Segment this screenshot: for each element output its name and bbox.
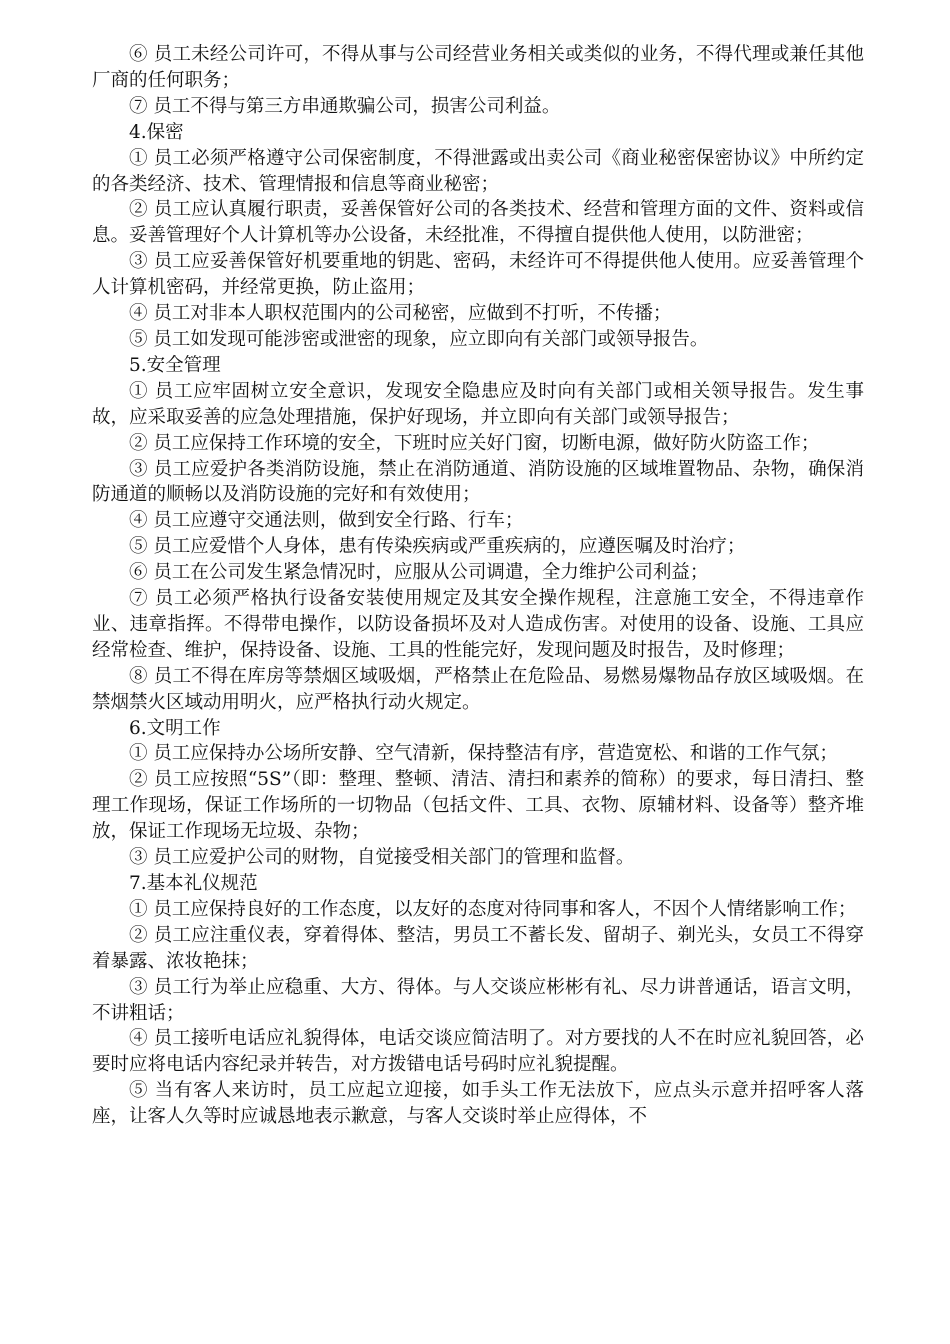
paragraph: ⑤ 员工应爱惜个人身体，患有传染疾病或严重疾病的，应遵医嘱及时治疗； [129, 536, 746, 558]
paragraph: ⑥ 员工未经公司许可，不得从事与公司经营业务相关或类似的业务，不得代理或兼任其他厂商的任何职务； [92, 44, 864, 91]
paragraph: ② 员工应认真履行职责，妥善保管好公司的各类技术、经营和管理方面的文件、资料或信息。妥善管理好个人计算机等办公设备，未经批准，不得擅自提供他人使用，以防泄密； [92, 199, 864, 247]
paragraph: ⑤ 员工如发现可能涉密或泄密的现象，应立即向有关部门或领导报告。 [129, 328, 709, 350]
section-heading: 7.基本礼仪规范 [129, 873, 258, 894]
paragraph: ① 员工应保持办公场所安静、空气清新，保持整洁有序，营造宽松、和谐的工作气氛； [129, 743, 838, 765]
paragraph: ② 员工应保持工作环境的安全，下班时应关好门窗，切断电源，做好防火防盗工作； [129, 432, 820, 454]
paragraph: ① 员工应保持良好的工作态度，以友好的态度对待同事和客人，不因个人情绪影响工作； [129, 898, 857, 920]
paragraph: ⑧ 员工不得在库房等禁烟区域吸烟，严格禁止在危险品、易燃易爆物品存放区域吸烟。在禁烟禁火区域动用明火，应严格执行动火规定。 [92, 665, 864, 713]
paragraph: ③ 员工应爱护各类消防设施，禁止在消防通道、消防设施的区域堆置物品、杂物，确保消防通道的顺畅以及消防设施的完好和有效使用； [92, 458, 864, 506]
paragraph: ⑥ 员工在公司发生紧急情况时，应服从公司调遣，全力维护公司利益； [129, 562, 709, 584]
paragraph: ② 员工应注重仪表，穿着得体、整洁，男员工不蓄长发、留胡子、剃光头，女员工不得穿着暴露、浓妆艳抹； [92, 924, 864, 972]
paragraph: ④ 员工对非本人职权范围内的公司秘密，应做到不打听，不传播； [129, 303, 672, 325]
section-heading: 6.文明工作 [129, 717, 221, 739]
paragraph: ① 员工应牢固树立安全意识，发现安全隐患应及时向有关部门或相关领导报告。发生事故，应采取妥善的应急处理措施，保护好现场，并立即向有关部门或领导报告； [92, 380, 864, 428]
document-page [92, 42, 864, 1130]
paragraph: ③ 员工行为举止应稳重、大方、得体。与人交谈应彬彬有礼、尽力讲普通话，语言文明，不讲粗话； [92, 976, 864, 1024]
paragraph: ④ 员工应遵守交通法则，做到安全行路、行车； [129, 510, 524, 532]
paragraph: ④ 员工接听电话应礼貌得体，电话交谈应简洁明了。对方要找的人不在时应礼貌回答，必要时应将电话内容纪录并转告，对方拨错电话号码时应礼貌提醒。 [92, 1028, 864, 1076]
paragraph: ⑤ 当有客人来访时，员工应起立迎接，如手头工作无法放下，应点头示意并招呼客人落座，让客人久等时应诚恳地表示歉意，与客人交谈时举止应得体，不 [92, 1080, 864, 1128]
paragraph: ⑦ 员工不得与第三方串通欺骗公司，损害公司利益。 [129, 95, 561, 117]
paragraph: ⑦ 员工必须严格执行设备安装使用规定及其安全操作规程，注意施工安全，不得违章作业、违章指挥。不得带电操作，以防设备损坏及对人造成伤害。对使用的设备、设施、工具应经常检查、维护，保持设备、设施、工具的性能完好，发现问题及时报告，及时修理； [92, 588, 864, 661]
section-heading: 5.安全管理 [129, 354, 221, 376]
section-heading: 4.保密 [129, 121, 184, 143]
paragraph: ③ 员工应爱护公司的财物，自觉接受相关部门的管理和监督。 [129, 847, 635, 869]
paragraph: ③ 员工应妥善保管好机要重地的钥匙、密码，未经许可不得提供他人使用。应妥善管理个人计算机密码，并经常更换，防止盗用； [92, 251, 864, 299]
paragraph: ① 员工必须严格遵守公司保密制度，不得泄露或出卖公司《商业秘密保密协议》中所约定的各类经济、技术、管理情报和信息等商业秘密； [92, 147, 864, 195]
paragraph: ② 员工应按照“5S”（即：整理、整顿、清洁、清扫和素养的简称）的要求，每日清扫、整理工作现场，保证工作场所的一切物品（包括文件、工具、衣物、原辅材料、设备等）整齐堆放，保证工作现场无垃圾、杂物； [92, 769, 864, 843]
